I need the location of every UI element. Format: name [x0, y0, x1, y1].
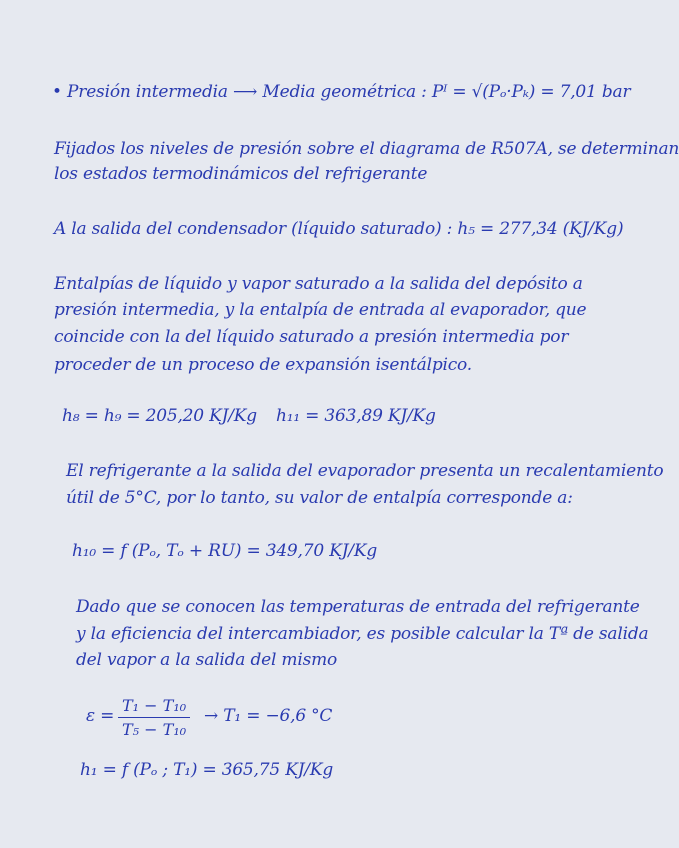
- enthalpy-text-line-1: Entalpías de líquido y vapor saturado a la salida del depósito a: [54, 274, 583, 294]
- h8-h9-equation: h₈ = h₉ = 205,20 KJ/Kg: [62, 406, 257, 426]
- enthalpy-text-line-3: coincide con la del líquido saturado a presión intermedia por: [54, 327, 569, 347]
- efficiency-fraction: [118, 696, 190, 739]
- condenser-outlet-line: A la salida del condensador (líquido saturado) : h₅ = 277,34 (KJ/Kg): [54, 219, 624, 239]
- h11-equation: h₁₁ = 363,89 KJ/Kg: [276, 406, 436, 426]
- superheat-text-line-1: El refrigerante a la salida del evaporador presenta un recalentamiento: [66, 461, 664, 481]
- h10-equation: h₁₀ = f (Pₒ, Tₒ + RU) = 349,70 KJ/Kg: [72, 541, 378, 561]
- enthalpy-text-line-2: presión intermedia, y la entalpía de entrada al evaporador, que: [54, 300, 587, 320]
- text-line-diagram-1: Fijados los niveles de presión sobre el diagrama de R507A, se determinan: [54, 139, 679, 159]
- fraction-numerator: T₁ − T₁₀: [118, 696, 190, 718]
- h1-equation: h₁ = f (Pₒ ; T₁) = 365,75 KJ/Kg: [80, 760, 334, 780]
- efficiency-symbol: ε =: [86, 706, 115, 726]
- exchanger-text-line-1: Dado que se conocen las temperaturas de entrada del refrigerante: [76, 597, 640, 617]
- superheat-text-line-2: útil de 5°C, por lo tanto, su valor de entalpía corresponde a:: [66, 488, 573, 508]
- intermediate-pressure-line: • Presión intermedia ⟶ Media geométrica : Pᴵ = √(Pₒ·Pₖ) = 7,01 bar: [52, 82, 631, 102]
- text-line-diagram-2: los estados termodinámicos del refrigerante: [54, 164, 428, 184]
- exchanger-text-line-2: y la eficiencia del intercambiador, es posible calcular la Tª de salida: [76, 624, 649, 644]
- enthalpy-text-line-4: proceder de un proceso de expansión isentálpico.: [54, 355, 472, 375]
- exchanger-text-line-3: del vapor a la salida del mismo: [76, 650, 338, 670]
- t1-result: → T₁ = −6,6 °C: [204, 706, 333, 726]
- fraction-denominator: T₅ − T₁₀: [122, 720, 187, 739]
